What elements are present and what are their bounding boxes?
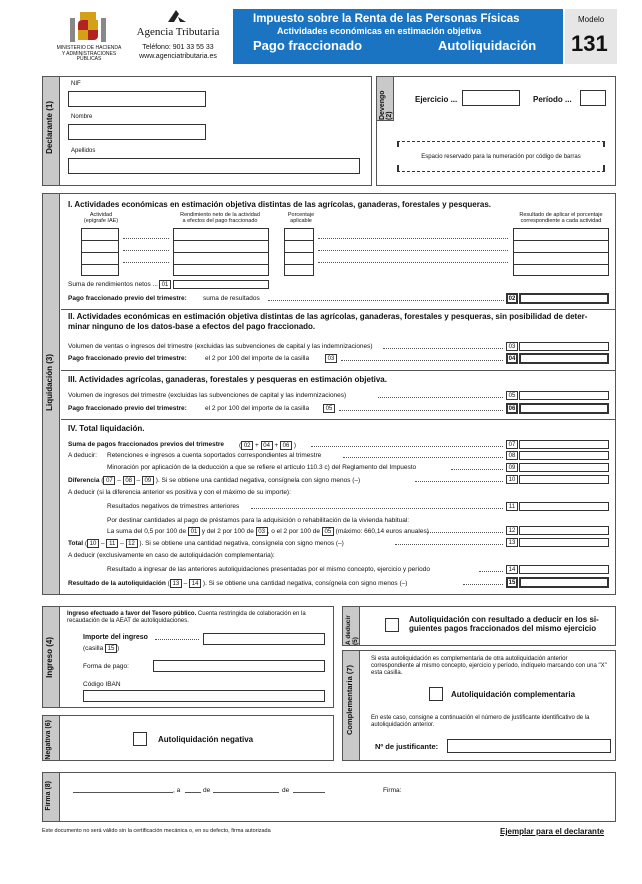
liquidacion-tab: Liquidación (3) [43, 194, 60, 594]
casilla-05-label: 05 [506, 391, 518, 400]
agency-web: www.agenciatributaria.es [139, 53, 217, 60]
casilla-08-field[interactable] [519, 451, 609, 460]
casilla-04-label: 04 [506, 353, 518, 364]
agency-logo-icon [166, 8, 188, 24]
row12-label: La suma del 0,5 por 100 de 01 y del 2 por 100 de 03 , o el 2 por 100 de 05 (máximo: 660,14 euros anuales) [107, 528, 429, 535]
periodo-label: Período ... [533, 95, 572, 104]
adeducir-checkbox[interactable] [385, 618, 399, 632]
s1-rendimiento-column[interactable] [173, 228, 269, 276]
casilla-12-field[interactable] [519, 526, 609, 535]
casilla-05-field[interactable] [519, 391, 609, 400]
s1-col-actividad: Actividad (epígrafe IAE) [83, 212, 119, 224]
casilla-02-field[interactable] [519, 293, 609, 304]
ingreso-section [42, 606, 334, 708]
casilla-08-label: 08 [506, 451, 518, 460]
s2-row03-label: Volumen de ventas o ingresos del trimestre (excluidas las subvenciones de capital y las indemnizaciones) [68, 343, 373, 350]
row08-prefix: A deducir: [68, 452, 97, 459]
s1-col-rendimiento: Rendimiento neto de la actividad a efectos del pago fraccionado [180, 212, 260, 224]
row14-label: Resultado a ingresar de las anteriores autoliquidaciones presentadas por el mismo concepto, ejercicio y período [107, 566, 431, 573]
ejercicio-label: Ejercicio ... [415, 95, 458, 104]
casilla-13-field[interactable] [519, 538, 609, 547]
apellidos-field[interactable] [68, 158, 360, 174]
s2-row04-label: Pago fraccionado previo del trimestre: [68, 355, 187, 362]
casilla-14-field[interactable] [519, 565, 609, 574]
complementaria-desc: Si esta autoliquidación es complementaria de otra autoliquidación anterior correspondiente al mismo concepto, ejercicio y período, indíquelo marcando con una "X" esta casilla. [371, 656, 607, 676]
s1-pago-label: Pago fraccionado previo del trimestre: [68, 295, 187, 302]
s1-porcentaje-column[interactable] [284, 228, 314, 276]
casilla-02-label: 02 [506, 293, 518, 304]
complementaria-label: Autoliquidación complementaria [451, 690, 576, 699]
iban-field[interactable] [83, 690, 325, 702]
modelo-number: 131 [571, 31, 608, 56]
casilla-03-field[interactable] [519, 342, 609, 351]
firma-year-line[interactable] [293, 792, 325, 793]
negativa-label: Autoliquidación negativa [158, 735, 254, 744]
firma-tab: Firma (8) [43, 773, 60, 821]
nombre-field[interactable] [68, 124, 206, 140]
negativa-section [42, 715, 334, 761]
casilla-10-field[interactable] [519, 475, 609, 484]
negativa-checkbox[interactable] [133, 732, 147, 746]
row15-label: Resultado de la autoliquidación ( 13 – 14 ). Si se obtiene una cantidad negativa, consígnela con signo menos (–) [68, 580, 408, 587]
modelo-box [565, 9, 617, 64]
adeducir-tab: A deducir (5) [343, 607, 360, 645]
s3-row06-label: Pago fraccionado previo del trimestre: [68, 405, 187, 412]
modelo-label: Modelo [578, 15, 605, 24]
adeducir-section [342, 606, 616, 646]
casilla-01-label: 01 [159, 280, 171, 289]
row11-prefix: A deducir (si la diferencia anterior es positiva y con el máximo de su importe): [68, 489, 291, 496]
firma-section [42, 772, 616, 822]
s1-pago-tail: suma de resultados [203, 295, 260, 302]
importe-field[interactable] [203, 633, 325, 645]
nif-field[interactable] [68, 91, 206, 107]
nombre-label: Nombre [71, 114, 93, 120]
s4-title: IV. Total liquidación. [68, 424, 145, 433]
casilla-10-label: 10 [506, 475, 518, 484]
firma-month-line[interactable] [213, 792, 279, 793]
barcode-bottom-border [397, 171, 605, 173]
casilla-03-label: 03 [506, 342, 518, 351]
s1-col-porcentaje: Porcentaje aplicable [287, 212, 315, 224]
agency-name: Agencia Tributaria [136, 26, 220, 38]
casilla-05-ref: 05 [323, 404, 335, 413]
ingreso-tab: Ingreso (4) [43, 607, 60, 707]
row14-prefix: A deducir (exclusivamente en caso de autoliquidación complementaria): [68, 552, 275, 559]
iban-label: Código IBAN [83, 681, 121, 688]
devengo-tab: Devengo (2) [377, 77, 394, 121]
firma-day-line[interactable] [185, 792, 201, 793]
s1-col-resultado: Resultado de aplicar el porcentaje correspondiente a cada actividad [519, 212, 603, 224]
casilla-13-label: 13 [506, 538, 518, 547]
firma-de2: de [282, 787, 290, 794]
firma-place-line[interactable] [73, 792, 173, 793]
barcode-placeholder: Espacio reservado para la numeración por código de barras [421, 154, 581, 160]
row07-label: Suma de pagos fraccionados previos del trimestre [68, 441, 225, 448]
liquidacion-section [42, 193, 616, 595]
ingreso-description: Ingreso efectuado a favor del Tesoro público. Cuenta restringida de colaboración en la recaudación de la AEAT de autoliquidaciones. [67, 611, 306, 624]
importe-label: Importe del ingreso [83, 634, 148, 641]
complementaria-checkbox[interactable] [429, 687, 443, 701]
ejercicio-field[interactable] [462, 90, 520, 106]
casilla-07-label: 07 [506, 440, 518, 449]
s2-title: II. Actividades económicas en estimación objetiva distintas de las agrícolas, ganaderas, forestales y pesqueras, sin posibilidad de deter-minar ninguno de los datos-base a efectos del pago fraccionado. [68, 312, 588, 331]
forma-pago-label: Forma de pago: [83, 663, 129, 670]
complementaria-section [342, 650, 616, 761]
casilla-15-field[interactable] [519, 577, 609, 588]
form-left-title: Pago fraccionado [253, 38, 363, 53]
footer-copy-label: Ejemplar para el declarante [500, 827, 605, 836]
form-subtitle: Actividades económicas en estimación objetiva [277, 26, 482, 36]
row11-label: Resultados negativos de trimestres anteriores [107, 503, 240, 510]
casilla-07-field[interactable] [519, 440, 609, 449]
negativa-tab: Negativa (6) [43, 716, 60, 760]
footer-note: Este documento no será válido sin la certificación mecánica o, en su defecto, firma autorizada [42, 828, 271, 834]
casilla-09-label: 09 [506, 463, 518, 472]
row07-formula: ( 02 + 04 + 06 ) [239, 442, 296, 449]
devengo-section [376, 76, 616, 186]
s3-title: III. Actividades agrícolas, ganaderas, forestales y pesqueras en estimación objetiva. [68, 375, 387, 384]
ministry-name: MINISTERIO DE HACIENDA Y ADMINISTRACIONES PÚBLICAS [56, 45, 122, 62]
spain-coat-of-arms-icon [68, 8, 108, 46]
declarante-section [42, 76, 372, 186]
adeducir-label: Autoliquidación con resultado a deducir en los si-guientes pagos fraccionados del mismo ejercicio [409, 615, 599, 633]
casilla-15-ref: (casilla 15 ) [83, 645, 120, 652]
header-banner [233, 9, 563, 64]
s2-row04-desc: el 2 por 100 del importe de la casilla [205, 355, 310, 362]
row09-label: Minoración por aplicación de la deducción a que se refiere el artículo 110.3 c) del Reglamento del Impuesto [107, 464, 417, 471]
s1-resultado-column[interactable] [513, 228, 609, 276]
casilla-11-label: 11 [506, 502, 518, 511]
barcode-top-border [397, 141, 605, 143]
casilla-09-field[interactable] [519, 463, 609, 472]
complementaria-desc2: En este caso, consigne a continuación el número de justificante identificativo de la autoliquidación anterior. [371, 715, 590, 728]
row08-label: Retenciones e ingresos a cuenta soportados correspondientes al trimestre [107, 452, 322, 459]
casilla-04-field[interactable] [519, 353, 609, 364]
casilla-06-label: 06 [506, 403, 518, 414]
casilla-11-field[interactable] [519, 502, 609, 511]
apellidos-label: Apellidos [71, 148, 96, 154]
firma-label: Firma: [383, 787, 402, 794]
s3-row05-label: Volumen de ingresos del trimestre (excluidas las subvenciones de capital y las indemnizaciones) [68, 392, 347, 399]
row10-label: Diferencia ( 07 – 08 – 09 ). Si se obtiene una cantidad negativa, consígnela con signo menos (–) [68, 477, 361, 484]
forma-pago-field[interactable] [153, 660, 325, 672]
agency-phone: Teléfono: 901 33 55 33 [142, 44, 214, 51]
s3-row06-desc: el 2 por 100 del importe de la casilla [205, 405, 310, 412]
s1-title: I. Actividades económicas en estimación objetiva distintas de las agrícolas, ganaderas, forestales y pesqueras. [68, 200, 491, 209]
s1-suma-label: Suma de rendimientos netos ... [68, 281, 158, 288]
firma-a: , a [173, 787, 181, 794]
casilla-14-label: 14 [506, 565, 518, 574]
casilla-03-ref: 03 [325, 354, 337, 363]
casilla-01-field[interactable] [173, 280, 269, 289]
row13-label: Total ( 10 – 11 – 12 ). Si se obtiene una cantidad negativa, consígnela con signo menos (–) [68, 540, 344, 547]
firma-de1: de [203, 787, 211, 794]
casilla-06-field[interactable] [519, 403, 609, 414]
s1-actividad-column[interactable] [81, 228, 119, 276]
periodo-field[interactable] [580, 90, 606, 106]
justificante-field[interactable] [447, 739, 611, 753]
nif-label: NIF [71, 81, 81, 87]
complementaria-tab: Complementaria (7) [343, 651, 360, 760]
form-right-title: Autoliquidación [438, 38, 537, 53]
form-title: Impuesto sobre la Renta de las Personas Físicas [253, 13, 520, 25]
justificante-label: Nº de justificante: [375, 742, 439, 751]
casilla-15-label: 15 [506, 577, 518, 588]
row12-prefix: Por destinar cantidades al pago de préstamos para la adquisición o rehabilitación de la vivienda habitual: [107, 517, 410, 524]
declarante-tab: Declarante (1) [43, 77, 60, 185]
casilla-12-label: 12 [506, 526, 518, 535]
